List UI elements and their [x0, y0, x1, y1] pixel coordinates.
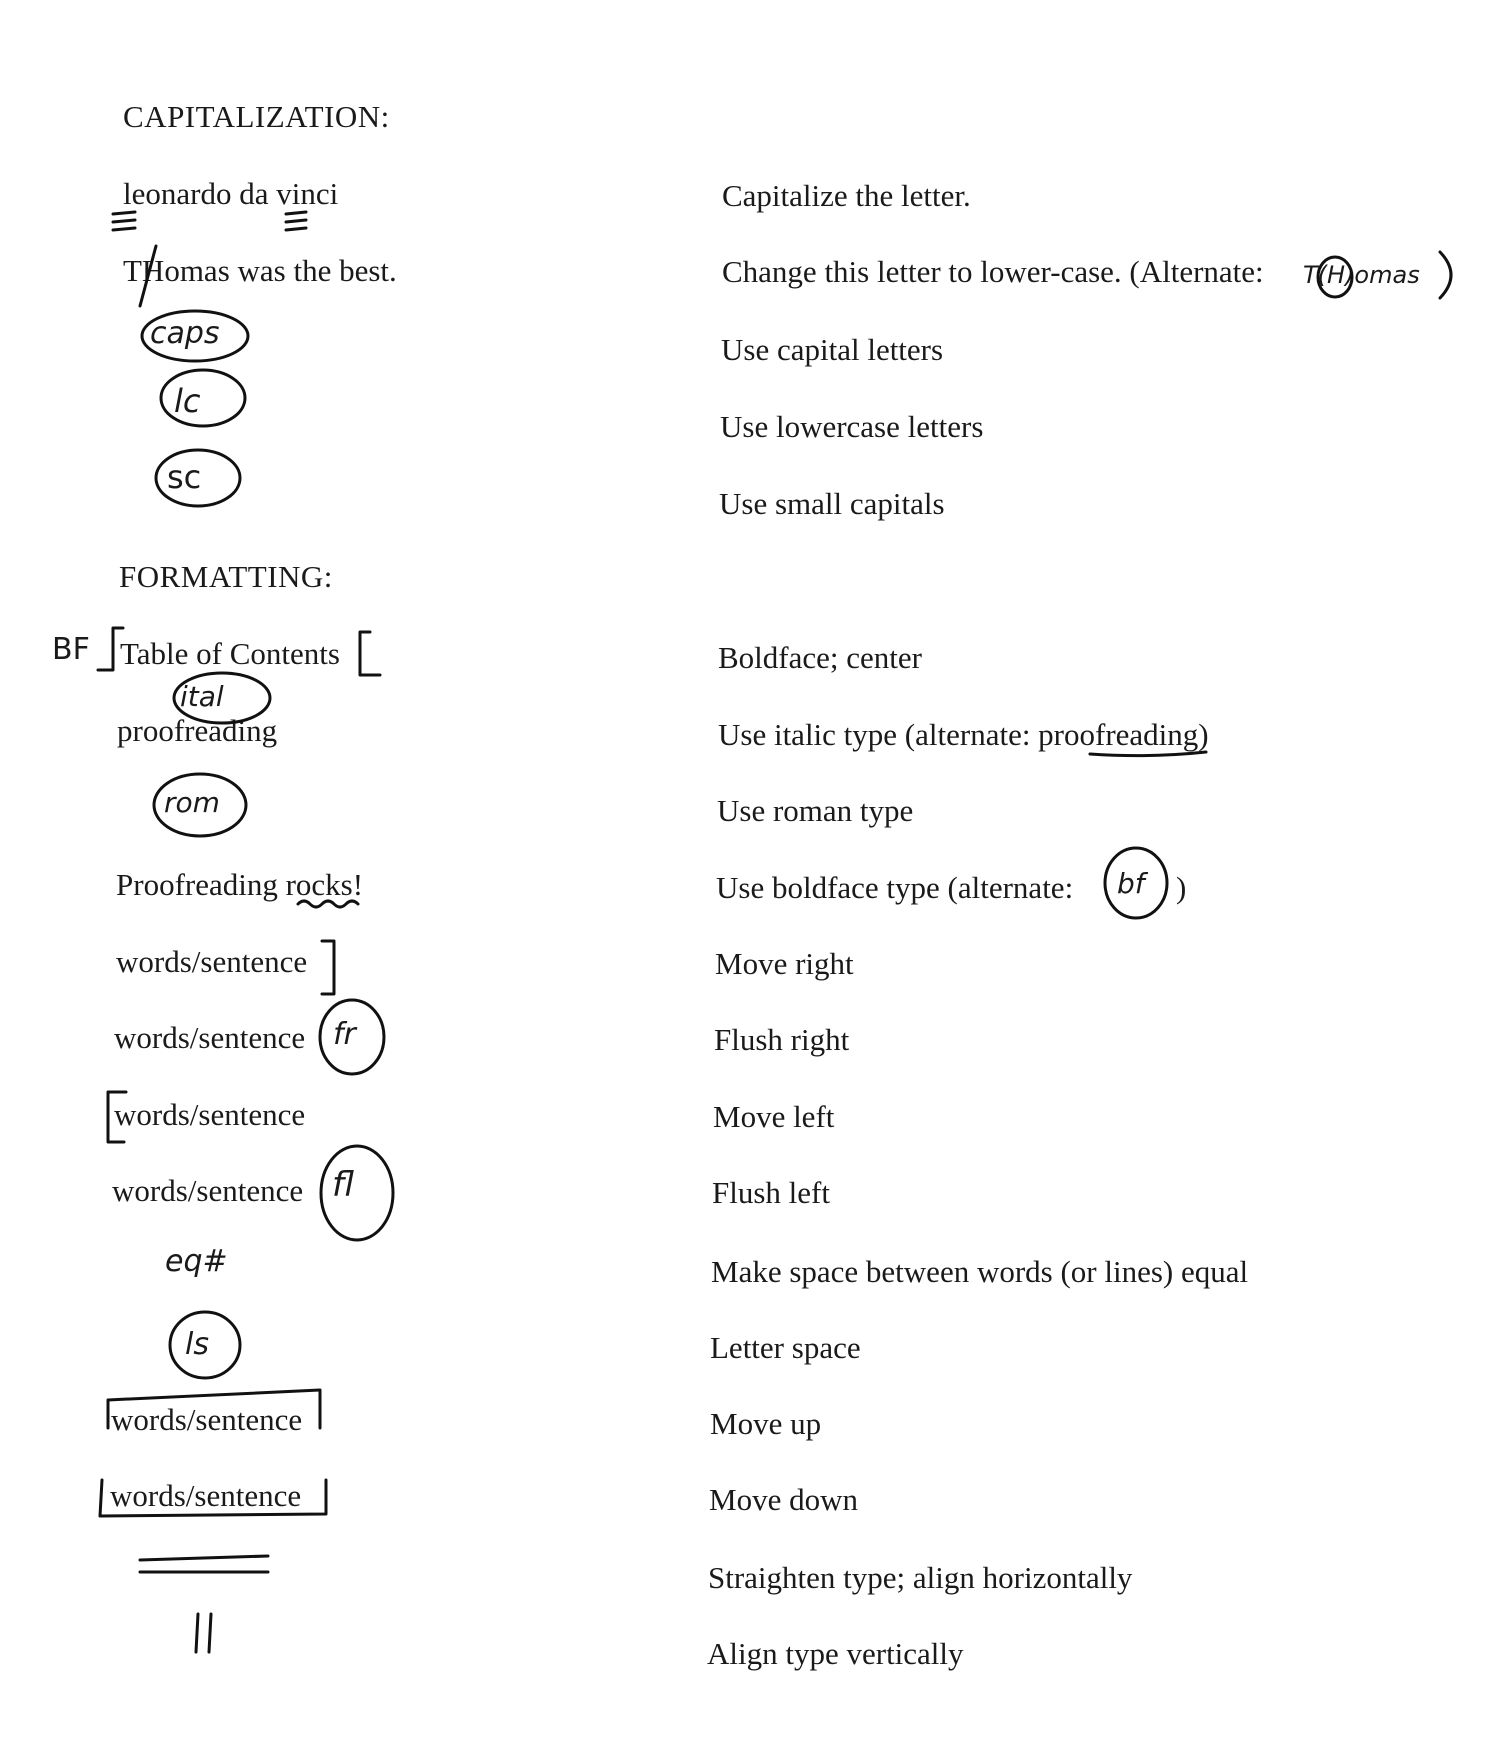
desc-straighten-type: Straighten type; align horizontally — [708, 1560, 1133, 1595]
desc-italic: Use italic type (alternate: proofreading) — [718, 717, 1209, 752]
example-move-right: words/sentence — [116, 944, 308, 979]
example-move-down: words/sentence — [110, 1478, 302, 1513]
example-table-of-contents: Table of Contents — [120, 636, 340, 671]
desc-move-up: Move up — [710, 1406, 822, 1441]
triple-underline-mark-v — [286, 212, 306, 230]
desc-move-left: Move left — [713, 1099, 835, 1134]
heading-formatting: FORMATTING: — [119, 559, 333, 594]
desc-flush-right: Flush right — [714, 1022, 850, 1057]
ls-mark: ls — [185, 1327, 209, 1362]
sc-mark: sc — [167, 458, 202, 496]
bf-alt-mark: bf — [1117, 867, 1145, 900]
italic-alt-underline — [1090, 752, 1206, 756]
align-vertical-mark — [196, 1614, 211, 1652]
move-right-bracket — [322, 941, 334, 994]
bf-mark: BF — [52, 632, 90, 667]
straighten-mark — [140, 1556, 268, 1572]
desc-equal-space: Make space between words (or lines) equal — [711, 1254, 1249, 1289]
desc-letter-space: Letter space — [710, 1330, 861, 1365]
desc-flush-left: Flush left — [712, 1175, 830, 1210]
alt-close-paren — [1440, 252, 1451, 298]
desc-move-right: Move right — [715, 946, 854, 981]
bracket-right-toc — [360, 632, 380, 675]
example-flush-right: words/sentence — [114, 1020, 306, 1055]
example-flush-left: words/sentence — [112, 1173, 304, 1208]
example-move-left: words/sentence — [114, 1097, 306, 1132]
desc-align-vertically: Align type vertically — [707, 1636, 964, 1671]
caps-mark: caps — [150, 316, 220, 351]
heading-capitalization: CAPITALIZATION: — [123, 99, 390, 134]
fl-mark: fl — [332, 1165, 354, 1205]
thomas-alternate-mark: T(H)omas — [1303, 261, 1420, 289]
ital-mark: ital — [180, 680, 224, 713]
desc-capital-letters: Use capital letters — [721, 332, 944, 367]
rom-mark: rom — [164, 786, 220, 819]
eq-space-mark: eq# — [165, 1244, 228, 1279]
desc-lowercase-letters: Use lowercase letters — [720, 409, 984, 444]
lc-mark: lc — [174, 382, 201, 420]
desc-small-capitals: Use small capitals — [719, 486, 945, 521]
desc-change-lowercase: Change this letter to lower-case. (Alternate: — [722, 254, 1264, 289]
example-proofreading-rocks: Proofreading rocks! — [116, 867, 364, 902]
example-proofreading: proofreading — [117, 713, 278, 748]
example-leonardo: leonardo da vinci — [123, 176, 339, 211]
desc-boldface-type: Use boldface type (alternate: — [716, 870, 1074, 905]
desc-boldface-close: ) — [1176, 870, 1187, 905]
desc-capitalize-letter: Capitalize the letter. — [722, 178, 971, 213]
fr-mark: fr — [333, 1017, 356, 1052]
example-move-up: words/sentence — [111, 1402, 303, 1437]
desc-boldface-center: Boldface; center — [718, 640, 922, 675]
triple-underline-mark-l — [113, 212, 135, 230]
desc-roman: Use roman type — [717, 793, 914, 828]
desc-move-down: Move down — [709, 1482, 858, 1517]
example-thomas: THomas was the best. — [123, 253, 397, 288]
